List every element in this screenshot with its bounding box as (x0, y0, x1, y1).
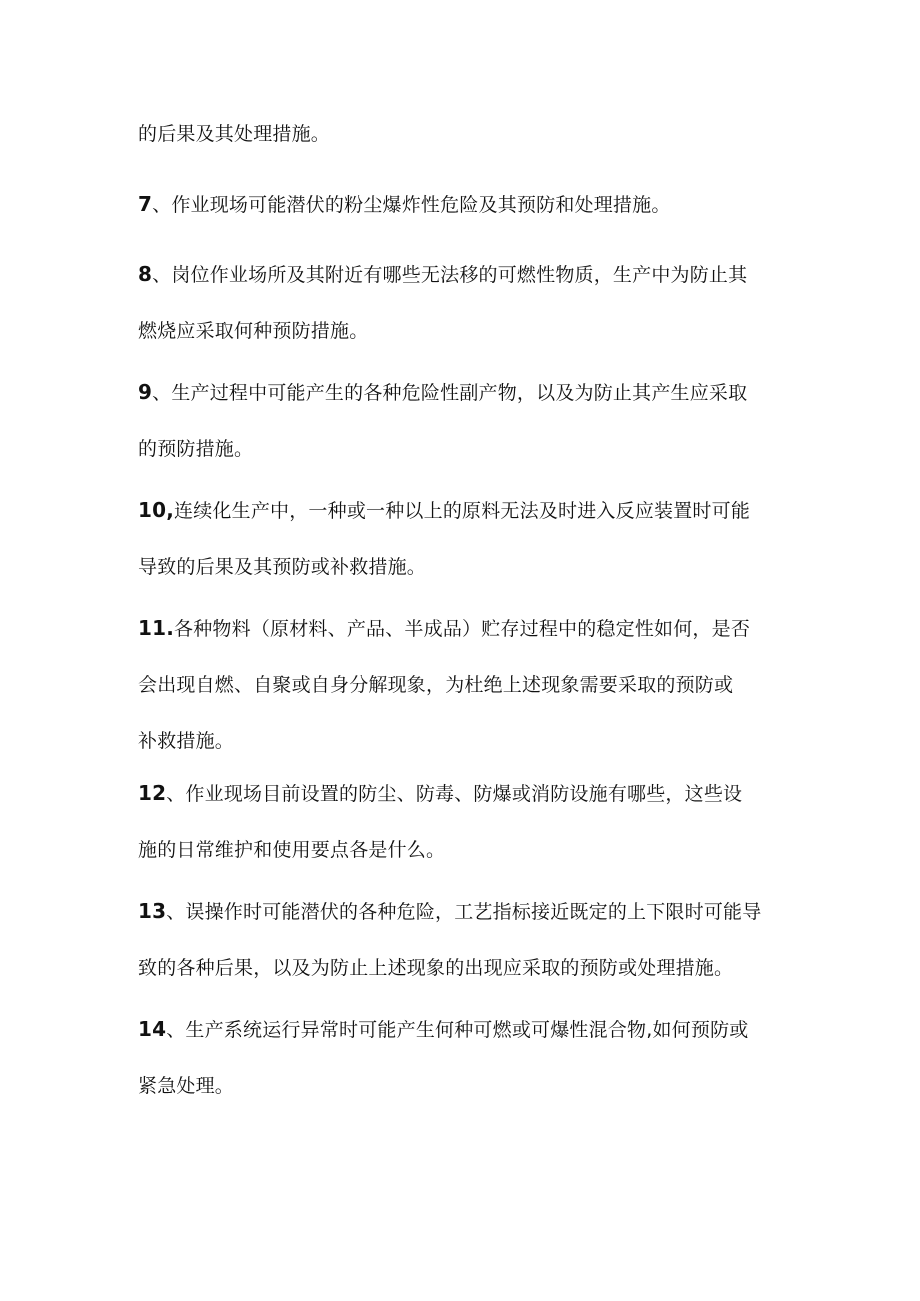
list-item-13 (138, 883, 788, 996)
text-line: 紧急处理。 (138, 1075, 235, 1097)
item-text: 、作业现场目前设置的防尘、防毒、防爆或消防设施有哪些，这些设 (166, 783, 743, 805)
item-text: 各种物料（原材料、产品、半成品）贮存过程中的稳定性如何，是否 (174, 618, 751, 640)
item-number: 11. (138, 616, 175, 640)
text-line (138, 1001, 788, 1058)
text-line (138, 765, 788, 822)
list-item-11 (138, 600, 788, 769)
item-number: 13 (138, 899, 167, 923)
text-line: 导致的后果及其预防或补救措施。 (138, 556, 427, 578)
item-text: 、岗位作业场所及其附近有哪些无法移的可燃性物质，生产中为防止其 (152, 264, 748, 286)
text-line: 施的日常维护和使用要点各是什么。 (138, 839, 446, 861)
list-item-7 (138, 176, 788, 233)
text-line (138, 883, 788, 940)
item-number: 12 (138, 781, 167, 805)
text-line (138, 482, 788, 539)
item-number: 7 (138, 192, 153, 216)
text-line: 燃烧应采取何种预防措施。 (138, 320, 369, 342)
list-item-12 (138, 765, 788, 878)
item-number: 8 (138, 262, 153, 286)
text-line (138, 364, 788, 421)
list-item-10 (138, 482, 788, 595)
text-line: 致的各种后果，以及为防止上述现象的出现应采取的预防或处理措施。 (138, 957, 734, 979)
text-line (138, 176, 788, 233)
item-number: 10, (138, 498, 175, 522)
text-line: 会出现自燃、自聚或自身分解现象，为杜绝上述现象需要采取的预防或 (138, 674, 734, 696)
text-line: 补救措施。 (138, 730, 235, 752)
paragraph-continuation (138, 106, 788, 162)
item-text: 、生产系统运行异常时可能产生何种可燃或可爆性混合物,如何预防或 (166, 1019, 749, 1041)
list-item-9 (138, 364, 788, 477)
text-line (138, 600, 788, 657)
item-text: 、误操作时可能潜伏的各种危险，工艺指标接近既定的上下限时可能导 (166, 901, 762, 923)
list-item-14 (138, 1001, 788, 1114)
text-line (138, 246, 788, 303)
item-number: 9 (138, 380, 153, 404)
item-text: 、作业现场可能潜伏的粉尘爆炸性危险及其预防和处理措施。 (152, 194, 671, 216)
text-line: 的后果及其处理措施。 (138, 123, 331, 145)
text-line: 的预防措施。 (138, 438, 254, 460)
item-text: 连续化生产中，一种或一种以上的原料无法及时进入反应装置时可能 (174, 500, 751, 522)
item-number: 14 (138, 1017, 167, 1041)
item-text: 、生产过程中可能产生的各种危险性副产物，以及为防止其产生应采取 (152, 382, 748, 404)
list-item-8 (138, 246, 788, 359)
